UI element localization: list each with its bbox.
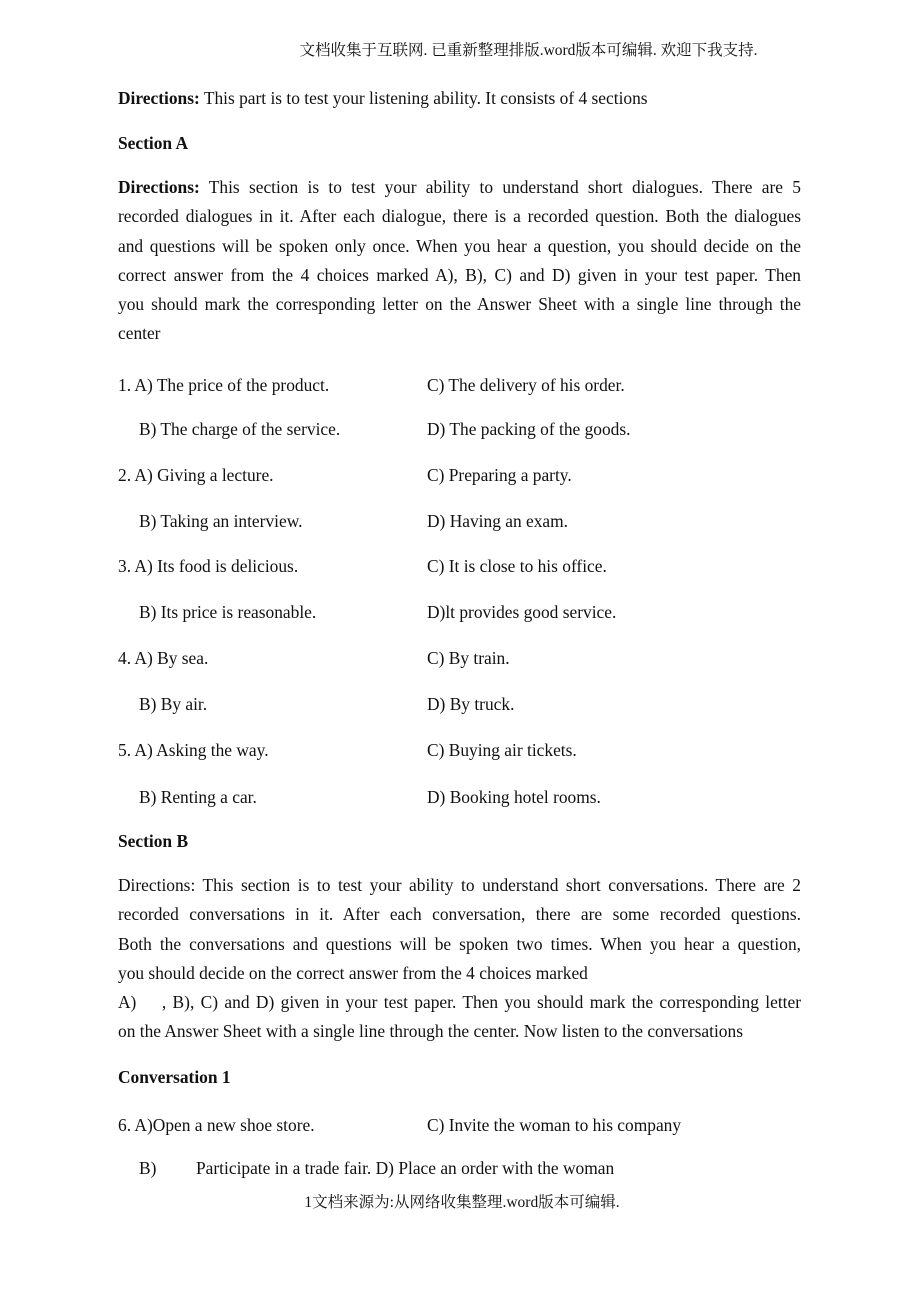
directions-line: correct answer from the 4 choices marked A), B), C) and D) given in your test paper. Then bbox=[118, 264, 801, 285]
section-a-directions bbox=[118, 173, 801, 349]
directions-line: on the Answer Sheet with a single line through the center. Now listen to the conversations bbox=[118, 1021, 743, 1042]
q4-option-a: 4. A) By sea. bbox=[118, 648, 209, 668]
section-b-directions bbox=[118, 871, 801, 1047]
conversation-1-heading: Conversation 1 bbox=[118, 1067, 231, 1087]
q5-option-d: D) Booking hotel rooms. bbox=[427, 787, 601, 807]
q2-option-a: 2. A) Giving a lecture. bbox=[118, 465, 274, 485]
conversation-1-title bbox=[118, 1067, 231, 1088]
q1-option-a: 1. A) The price of the product. bbox=[118, 375, 330, 395]
directions-label: Directions: bbox=[118, 88, 200, 108]
q5-option-a: 5. A) Asking the way. bbox=[118, 740, 269, 760]
q3-option-a: 3. A) Its food is delicious. bbox=[118, 556, 299, 576]
section-b-heading: Section B bbox=[118, 831, 189, 851]
directions-line: recorded dialogues in it. After each dialogue, there is a recorded question. Both the dialogues bbox=[118, 206, 801, 227]
q6-option-b-label: B) bbox=[139, 1158, 157, 1178]
q6-option-c: C) Invite the woman to his company bbox=[427, 1115, 682, 1135]
part-directions bbox=[118, 88, 648, 109]
q1-option-c: C) The delivery of his order. bbox=[427, 375, 625, 395]
q4-option-c: C) By train. bbox=[427, 648, 510, 668]
section-a-title bbox=[118, 133, 188, 154]
q2-option-c: C) Preparing a party. bbox=[427, 465, 572, 485]
q6-option-a: 6. A)Open a new shoe store. bbox=[118, 1115, 315, 1135]
q3-option-c: C) It is close to his office. bbox=[427, 556, 607, 576]
footer-note: 1文档来源为:从网络收集整理.word版本可编辑. bbox=[304, 1194, 620, 1211]
q3-option-d: D)lt provides good service. bbox=[427, 602, 617, 622]
directions-line: you should mark the corresponding letter on the Answer Sheet with a single line through the bbox=[118, 294, 801, 315]
q4-option-b: B) By air. bbox=[139, 694, 208, 714]
q5-option-c: C) Buying air tickets. bbox=[427, 740, 577, 760]
directions-line bbox=[118, 173, 801, 202]
section-b-title bbox=[118, 831, 188, 852]
q3-option-b: B) Its price is reasonable. bbox=[139, 602, 317, 622]
directions-text: This part is to test your listening ability. It consists of 4 sections bbox=[199, 88, 648, 108]
directions-line: you should decide on the correct answer from the 4 choices marked bbox=[118, 962, 588, 983]
directions-line: center bbox=[118, 323, 161, 344]
q1-option-d: D) The packing of the goods. bbox=[427, 419, 631, 439]
section-a-heading: Section A bbox=[118, 133, 189, 153]
directions-line: recorded conversations in it. After each conversation, there are some recorded questions. bbox=[118, 904, 801, 925]
directions-line: Directions: This section is to test your ability to understand short conversations. There are 2 bbox=[118, 875, 801, 895]
header-note: 文档收集于互联网. 已重新整理排版.word版本可编辑. 欢迎下我支持. bbox=[299, 42, 758, 59]
q5-option-b: B) Renting a car. bbox=[139, 787, 257, 807]
directions-line: A) , B), C) and D) given in your test paper. Then you should mark the corresponding letter bbox=[118, 992, 801, 1013]
q6-option-b-d: Participate in a trade fair. D) Place an order with the woman bbox=[196, 1158, 615, 1178]
directions-line: and questions will be spoken only once. When you hear a question, you should decide on the bbox=[118, 235, 801, 256]
q2-option-d: D) Having an exam. bbox=[427, 511, 569, 531]
q4-option-d: D) By truck. bbox=[427, 694, 515, 714]
directions-line-text: This section is to test your ability to understand short dialogues. There are 5 bbox=[199, 177, 801, 197]
q2-option-b: B) Taking an interview. bbox=[139, 511, 303, 531]
q1-option-b: B) The charge of the service. bbox=[139, 419, 341, 439]
directions-line: Both the conversations and questions will be spoken two times. When you hear a question, bbox=[118, 933, 801, 954]
directions-label: Directions: bbox=[118, 177, 200, 197]
